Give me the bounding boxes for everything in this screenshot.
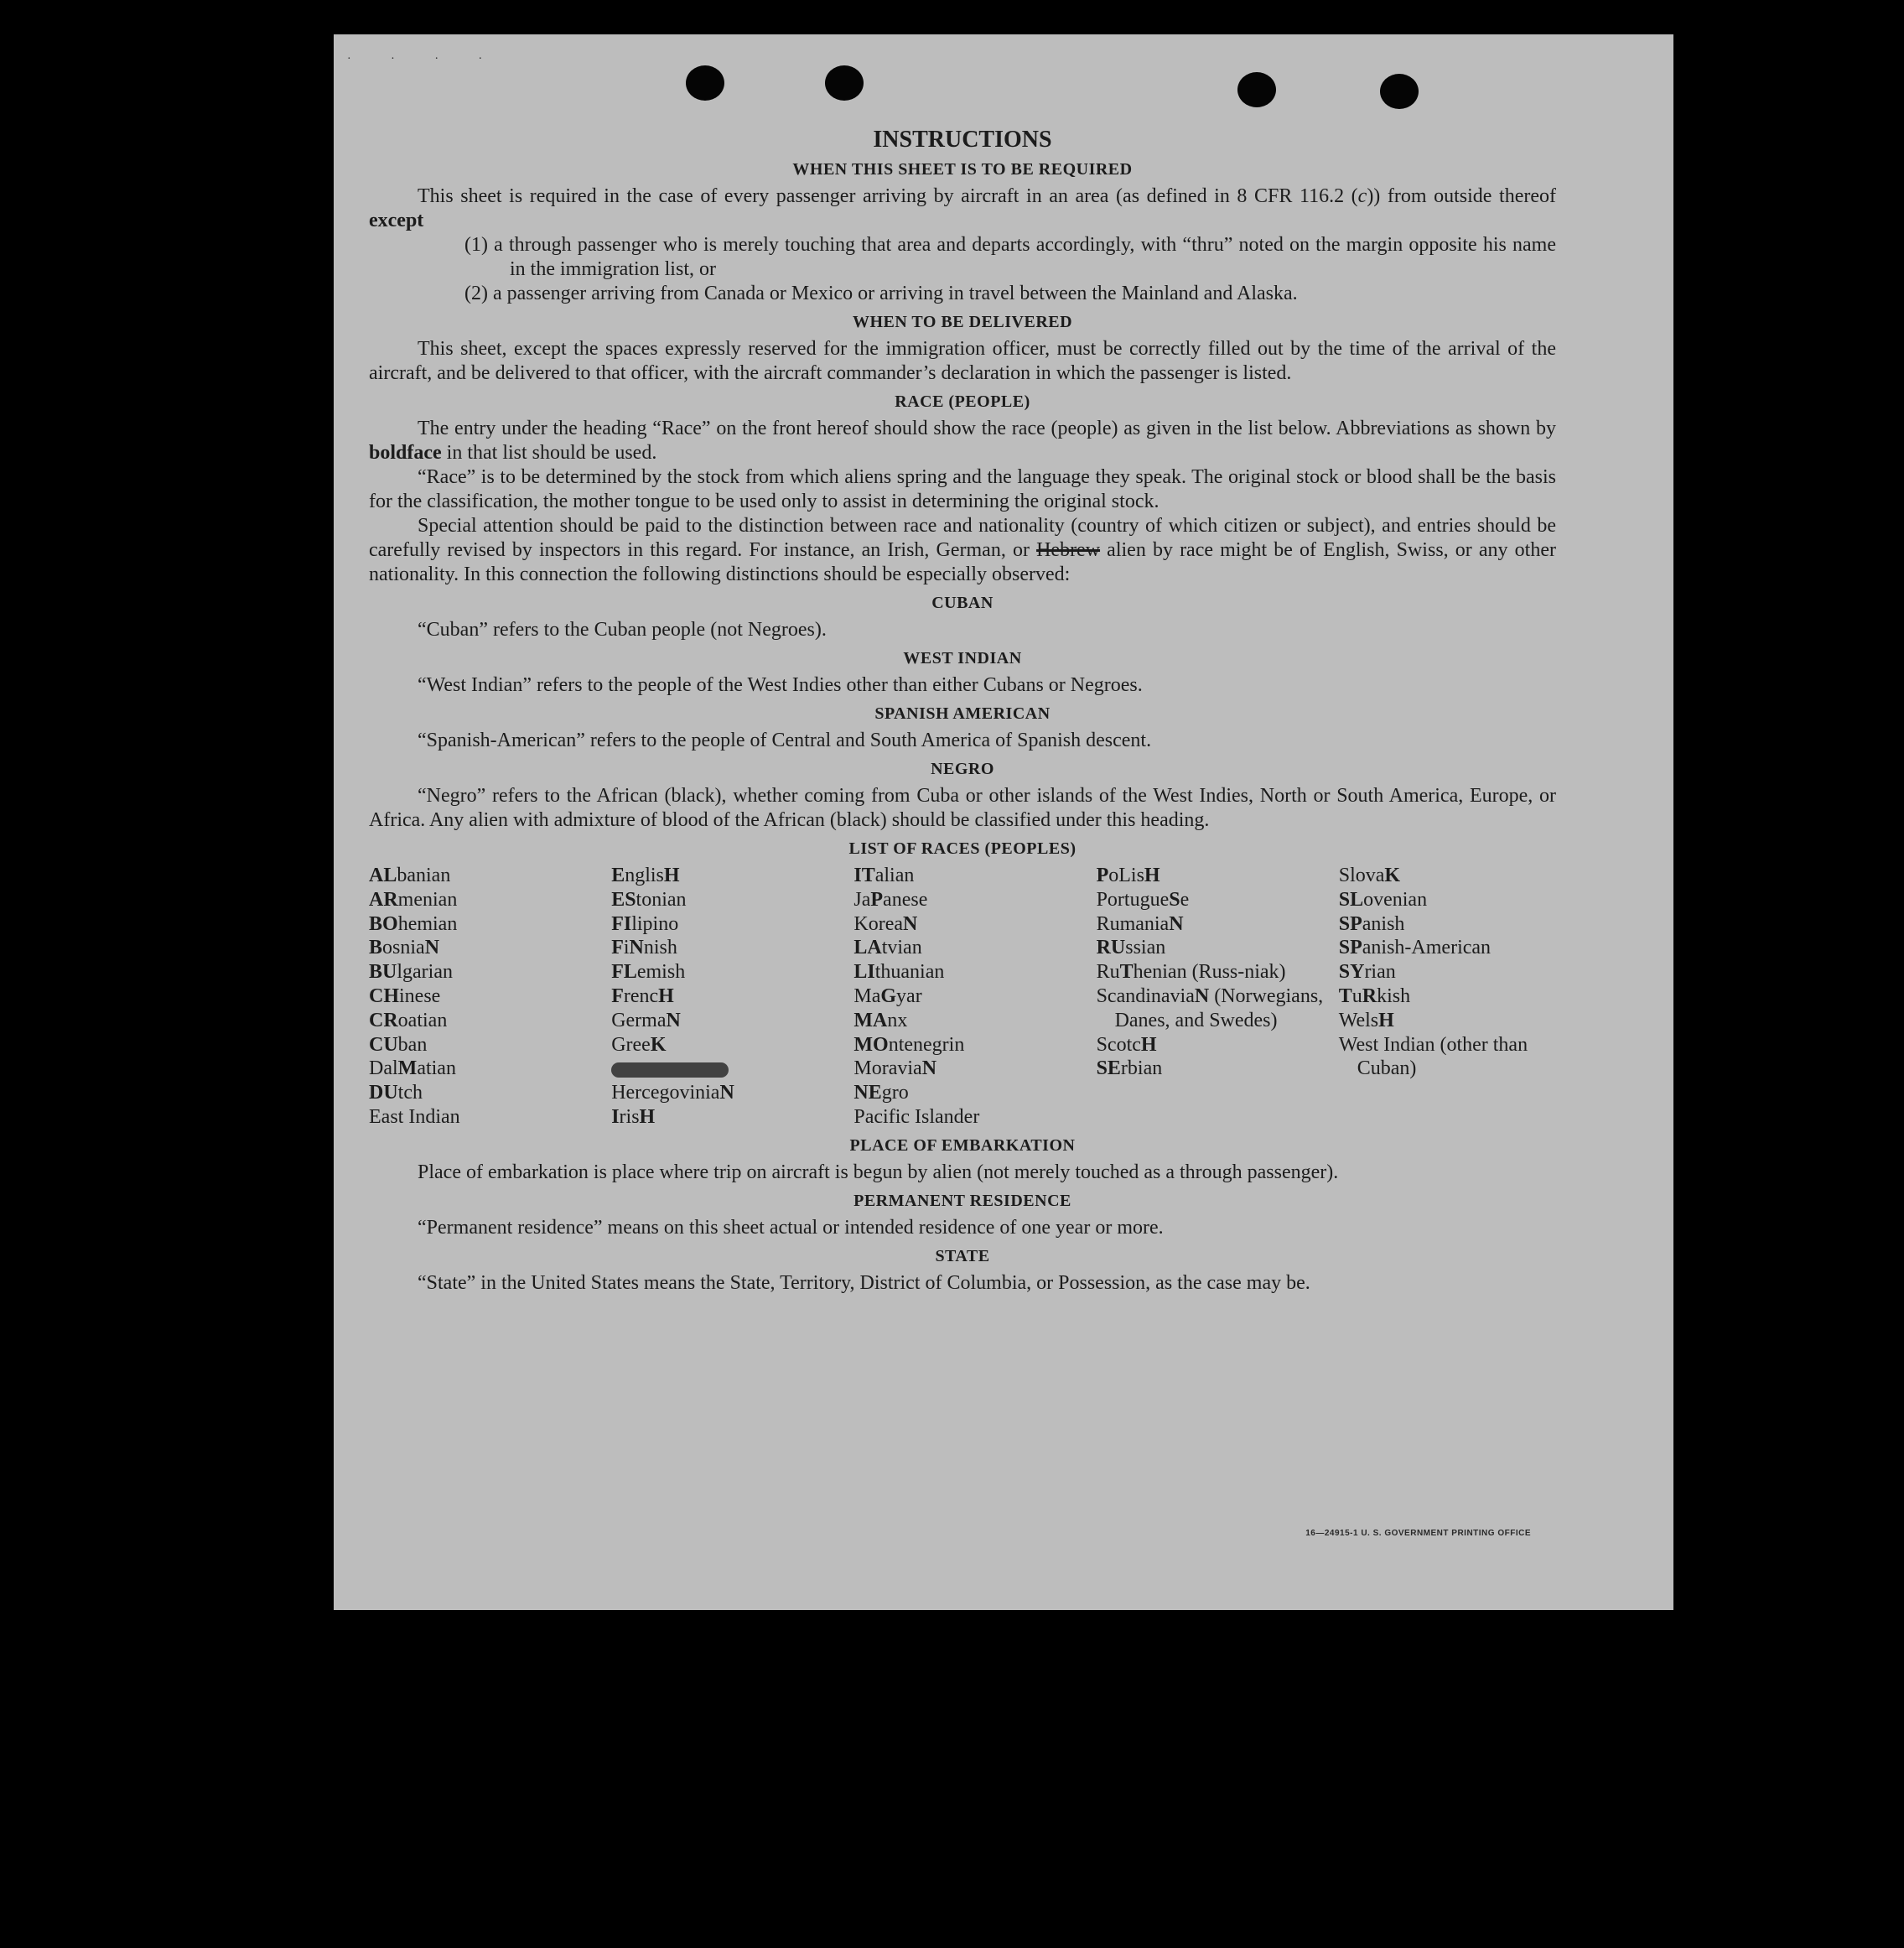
- race-entry: RUssian: [1096, 937, 1166, 959]
- cuban-text: “Cuban” refers to the Cuban people (not Negroes).: [418, 619, 827, 641]
- race-entry: BosniaN: [369, 937, 440, 959]
- race-entry: SErbian: [1096, 1057, 1163, 1080]
- race-entry: MoraviaN: [853, 1057, 937, 1080]
- race-column: [853, 864, 1096, 1130]
- race-entry: LIthuanian: [853, 961, 945, 984]
- exception-item-2: (2) a passenger arriving from Canada or Mexico or arriving in travel between the Mainland and Alaska.: [464, 283, 1298, 304]
- race-column: [1339, 864, 1556, 1130]
- race-column: [611, 864, 853, 1130]
- punch-hole: [686, 65, 724, 101]
- heading-negro: NEGRO: [931, 760, 994, 778]
- heading-place-of-embarkation: PLACE OF EMBARKATION: [849, 1135, 1076, 1155]
- race-entry: RuThenian (Russ-niak): [1096, 961, 1286, 984]
- race-entry: SPanish-American: [1338, 937, 1492, 959]
- heading-spanish-american: SPANISH AMERICAN: [874, 704, 1051, 723]
- race-entry: MOntenegrin: [853, 1033, 965, 1056]
- paper-specks: · · · ·: [347, 53, 501, 65]
- race-entry: East Indian: [369, 1105, 460, 1128]
- race-entry: ITalian: [853, 865, 915, 886]
- heading-west-indian: WEST INDIAN: [903, 649, 1022, 668]
- race-entry: GermaN: [611, 1009, 681, 1031]
- race-entry: FrencH: [611, 984, 674, 1007]
- race-entry: CRoatian: [369, 1009, 448, 1031]
- race-entry: Pacific Islander: [853, 1105, 980, 1128]
- permanent-residence-text: “Permanent residence” means on this sheet actual or intended residence of one year or more.: [418, 1216, 1164, 1239]
- race-paragraph-2: “Race” is to be determined by the stock from which aliens spring and the language they speak. The original stock or blood shall be the basis for the classification, the mother tongue to be used only to assist in determining the original stock.: [369, 466, 1556, 512]
- heading-when-delivered: WHEN TO BE DELIVERED: [852, 313, 1073, 331]
- race-entry: BUlgarian: [369, 961, 453, 984]
- race-entry: IrisH: [611, 1105, 656, 1128]
- race-entry: TuRkish: [1338, 984, 1411, 1007]
- race-entry: WelsH: [1338, 1009, 1394, 1031]
- race-entry: DUtch: [369, 1082, 423, 1104]
- race-entry: MAnx: [853, 1009, 908, 1031]
- instruction-sheet: [334, 34, 1673, 1610]
- race-entry: GreeK: [611, 1033, 667, 1056]
- heading-list-of-races: LIST OF RACES (PEOPLES): [848, 839, 1077, 858]
- punch-hole: [1380, 74, 1419, 109]
- race-entry: PoLisH: [1096, 865, 1160, 886]
- race-column: [1097, 864, 1339, 1130]
- race-entry: ScotcH: [1096, 1033, 1157, 1056]
- race-entry: NEgro: [853, 1082, 909, 1104]
- race-entry: JaPanese: [853, 888, 928, 911]
- race-entry: DalMatian: [369, 1057, 456, 1080]
- race-entry: SlovaK: [1338, 865, 1401, 886]
- race-entry: [611, 1057, 853, 1081]
- punch-hole: [825, 65, 864, 101]
- when-required-intro: This sheet is required in the case of every passenger arriving by aircraft in an area (as defined in 8 CFR 116.2 (c)) from outside thereof except: [369, 185, 1556, 231]
- when-delivered-text: This sheet, except the spaces expressly reserved for the immigration officer, must be correctly filled out by the time of the arrival of the aircraft, and be delivered to that officer, with the aircraft commander’s declaration in which the passenger is listed.: [369, 338, 1556, 384]
- document-title: INSTRUCTIONS: [873, 127, 1052, 153]
- race-entry: RumaniaN: [1096, 912, 1184, 935]
- struck-word: Hebrew: [1036, 539, 1101, 561]
- race-entry: HercegoviniaN: [611, 1082, 734, 1104]
- heading-permanent-residence: PERMANENT RESIDENCE: [853, 1191, 1071, 1210]
- race-entry: ARmenian: [369, 888, 458, 911]
- race-entry: MaGyar: [853, 984, 922, 1007]
- race-entry: SPanish: [1338, 912, 1405, 935]
- punch-hole: [1237, 72, 1276, 107]
- race-entry: CUban: [369, 1033, 428, 1056]
- race-entry: EStonian: [611, 888, 687, 911]
- west-indian-text: “West Indian” refers to the people of the West Indies other than either Cubans or Negroes.: [418, 674, 1143, 696]
- spanish-american-text: “Spanish-American” refers to the people of Central and South America of Spanish descent.: [418, 730, 1152, 751]
- race-paragraph-3: Special attention should be paid to the distinction between race and nationality (country of which citizen or subject), and entries should be carefully revised by inspectors in this regard. For instance, an Irish, German, or Hebrew alien by race might be of English, Swiss, or any other nationality. In this connection the following distinctions should be especially observed:: [369, 515, 1556, 585]
- state-text: “State” in the United States means the State, Territory, District of Columbia, or Possession, as the case may be.: [418, 1271, 1310, 1294]
- race-entry: CHinese: [369, 984, 441, 1007]
- race-entry: West Indian (other than Cuban): [1338, 1033, 1528, 1080]
- heading-state: STATE: [935, 1246, 990, 1265]
- race-entry: ScandinaviaN (Norwegians, Danes, and Swedes): [1096, 984, 1324, 1031]
- heading-when-required: WHEN THIS SHEET IS TO BE REQUIRED: [792, 160, 1133, 179]
- heading-race: RACE (PEOPLE): [895, 392, 1030, 411]
- race-entry: KoreaN: [853, 912, 918, 935]
- race-paragraph-1: The entry under the heading “Race” on the front hereof should show the race (people) as given in the list below. Abbreviations as shown by boldface in that list should be used.: [369, 418, 1556, 464]
- race-entry: ALbanian: [369, 865, 451, 886]
- race-entry: SYrian: [1338, 961, 1396, 984]
- printer-footer: 16—24915-1 U. S. GOVERNMENT PRINTING OFFICE: [1305, 1529, 1531, 1538]
- race-entry: LAtvian: [853, 937, 922, 959]
- list-of-races: [369, 864, 1556, 1130]
- race-entry: BOhemian: [369, 912, 458, 935]
- heading-cuban: CUBAN: [931, 594, 994, 612]
- exception-item-1: (1) a through passenger who is merely touching that area and departs accordingly, with “thru” noted on the margin opposite his name in the immigration list, or: [464, 234, 1556, 280]
- race-entry: FiNnish: [611, 937, 677, 959]
- place-of-embarkation-text: Place of embarkation is place where trip on aircraft is begun by alien (not merely touched as a through passenger).: [418, 1161, 1339, 1183]
- race-entry: PortugueSe: [1096, 888, 1190, 911]
- smudged-entry: [611, 1062, 729, 1078]
- race-entry: FLemish: [611, 961, 686, 984]
- race-entry: FIlipino: [611, 912, 679, 935]
- race-entry: SLovenian: [1338, 888, 1428, 911]
- race-entry: EnglisH: [611, 865, 680, 886]
- negro-text: “Negro” refers to the African (black), whether coming from Cuba or other islands of the West Indies, North or South America, Europe, or Africa. Any alien with admixture of blood of the African (black) should be classified under this heading.: [369, 785, 1556, 831]
- race-column: [369, 864, 611, 1130]
